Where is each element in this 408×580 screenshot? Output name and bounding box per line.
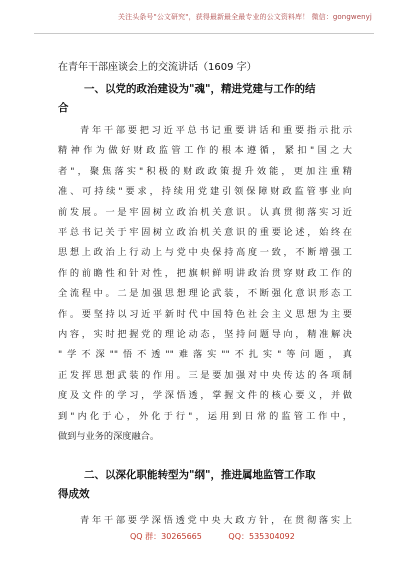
paragraph-line: 作的前瞻性和针对性，把旗帜鲜明讲政治贯穿财政工作的 (58, 267, 352, 279)
footer-contact (130, 531, 295, 542)
document-title: 在青年干部座谈会上的交流讲话（1609 字） (58, 62, 257, 73)
footer-qq-group: QQ 群：30265665 (130, 532, 202, 541)
paragraph-line: 度及文件的学习，学深悟透，掌握文件的核心要义，并做 (58, 390, 352, 402)
paragraph-line: 青年干部要把习近平总书记重要讲话和重要指示批示 (80, 125, 352, 136)
paragraph-line: 作。要坚持以习近平新时代中国特色社会主义思想为主要 (58, 308, 352, 320)
section-1-heading-line-1: 一、以党的政治建设为"魂"，精进党建与工作的结 (84, 83, 316, 95)
paragraph-line: 正发挥思想武装的作用。三是要加强对中央传达的各项制 (58, 369, 352, 381)
paragraph-line: 青年干部要学深悟透党中央大政方针，在贯彻落实上 (80, 515, 352, 526)
footer-qq: QQ：535304092 (228, 532, 295, 541)
section-1-heading-line-2: 合 (58, 102, 69, 114)
paragraph-line: 思想上政治上行动上与党中央保持高度一致，不断增强工 (58, 247, 352, 259)
paragraph-line: 内容，实时把握党的理论动态，坚持问题导向，精准解决 (58, 329, 352, 341)
section-2-heading-line-2: 得成效 (58, 488, 90, 500)
paragraph-line: 准、可持续"要求，持续用党建引领保障财政监管事业向 (58, 186, 352, 198)
section-1-heading (58, 80, 358, 118)
section-2-heading (58, 466, 358, 504)
paragraph-line: 全流程中。二是加强思想理论武装，不断强化意识形态工 (58, 288, 352, 300)
header-banner: 关注头条号"公文研究"，获得最新最全最专业的公文资料库！ 微信：gongwenyj (118, 13, 372, 21)
section-1-paragraph (58, 121, 352, 448)
section-2-paragraph (58, 511, 352, 531)
paragraph-line: "学不深""悟不透""难落实""不扎实"等问题，真 (58, 349, 352, 361)
header-divider (34, 33, 374, 34)
paragraph-line: 者"，聚焦落实"积极的财政政策提升效能，更加注重精 (58, 165, 352, 177)
section-2-heading-line-1: 二、以深化职能转型为"纲"，推进属地监管工作取 (84, 469, 316, 481)
paragraph-line: 前发展。一是牢固树立政治机关意识。认真贯彻落实习近 (58, 206, 352, 218)
paragraph-line: 平总书记关于牢固树立政治机关意识的重要论述，始终在 (58, 227, 352, 239)
paragraph-line: 精神作为做好财政监管工作的根本遵循，紧扣"国之大 (58, 145, 352, 157)
paragraph-line: 到"内化于心，外化于行"，运用到日常的监管工作中， (58, 410, 352, 422)
paragraph-line: 做到与业务的深度融合。 (58, 431, 160, 443)
